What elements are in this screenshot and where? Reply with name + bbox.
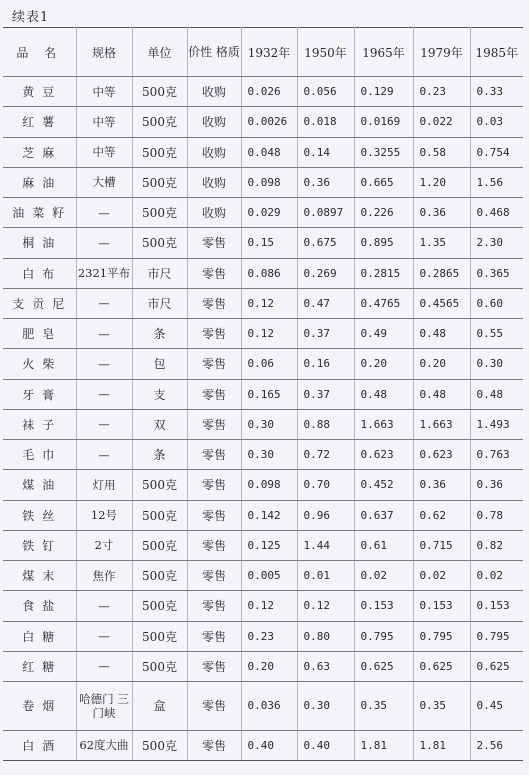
price-1985: 0.625 (470, 651, 523, 681)
price-1950: 0.63 (297, 651, 354, 681)
item-unit: 条 (132, 319, 187, 349)
price-1985: 0.36 (470, 470, 523, 500)
table-row (3, 730, 523, 760)
item-spec: — (76, 621, 132, 651)
item-price-type: 收购 (187, 198, 241, 228)
price-1932: 0.125 (241, 530, 297, 560)
item-unit: 500克 (132, 77, 187, 107)
item-price-type: 收购 (187, 107, 241, 137)
item-unit: 500克 (132, 530, 187, 560)
item-spec: 12号 (76, 500, 132, 530)
price-1965: 0.4765 (354, 288, 413, 318)
item-name: 卷烟 (3, 682, 76, 731)
price-1985: 1.493 (470, 409, 523, 439)
item-name: 牙膏 (3, 379, 76, 409)
item-spec: 2321平布 (76, 258, 132, 288)
item-price-type: 收购 (187, 137, 241, 167)
table-row (3, 107, 523, 137)
price-1985: 2.56 (470, 730, 523, 760)
price-table (3, 27, 523, 761)
item-name: 白酒 (3, 730, 76, 760)
item-unit: 500克 (132, 198, 187, 228)
table-row (3, 621, 523, 651)
price-1979: 0.625 (413, 651, 470, 681)
item-price-type: 零售 (187, 258, 241, 288)
table-body (3, 77, 523, 761)
item-name: 食盐 (3, 591, 76, 621)
price-1985: 0.33 (470, 77, 523, 107)
item-unit: 市尺 (132, 288, 187, 318)
price-1979: 0.36 (413, 470, 470, 500)
table-row (3, 470, 523, 500)
price-1932: 0.142 (241, 500, 297, 530)
item-spec: — (76, 319, 132, 349)
price-1965: 0.129 (354, 77, 413, 107)
price-1985: 0.30 (470, 349, 523, 379)
price-1979: 0.02 (413, 561, 470, 591)
item-price-type: 收购 (187, 167, 241, 197)
table-row (3, 258, 523, 288)
price-1965: 0.625 (354, 651, 413, 681)
price-1950: 0.0897 (297, 198, 354, 228)
price-1965: 0.153 (354, 591, 413, 621)
header-row (3, 28, 523, 77)
price-1965: 0.895 (354, 228, 413, 258)
table-row (3, 349, 523, 379)
price-1932: 0.098 (241, 167, 297, 197)
item-name: 红薯 (3, 107, 76, 137)
item-unit: 盒 (132, 682, 187, 731)
item-unit: 支 (132, 379, 187, 409)
item-unit: 500克 (132, 500, 187, 530)
table-row (3, 137, 523, 167)
price-1932: 0.12 (241, 288, 297, 318)
item-spec: — (76, 409, 132, 439)
price-1979: 0.623 (413, 440, 470, 470)
item-spec: 62度大曲 (76, 730, 132, 760)
price-1985: 2.30 (470, 228, 523, 258)
price-1965: 0.48 (354, 379, 413, 409)
price-1965: 0.20 (354, 349, 413, 379)
table-header (3, 28, 523, 77)
header-1979: 1979年 (413, 28, 470, 77)
price-1950: 0.40 (297, 730, 354, 760)
price-1932: 0.30 (241, 409, 297, 439)
item-spec: 灯用 (76, 470, 132, 500)
item-unit: 500克 (132, 561, 187, 591)
item-spec: 2寸 (76, 530, 132, 560)
price-1985: 0.78 (470, 500, 523, 530)
price-1965: 1.663 (354, 409, 413, 439)
price-1985: 0.55 (470, 319, 523, 349)
price-1965: 0.61 (354, 530, 413, 560)
price-1950: 0.30 (297, 682, 354, 731)
item-unit: 500克 (132, 591, 187, 621)
item-price-type: 零售 (187, 730, 241, 760)
item-unit: 500克 (132, 651, 187, 681)
price-1979: 0.23 (413, 77, 470, 107)
item-spec: — (76, 349, 132, 379)
price-1950: 0.36 (297, 167, 354, 197)
price-1932: 0.086 (241, 258, 297, 288)
item-unit: 500克 (132, 167, 187, 197)
table-row (3, 530, 523, 560)
price-1979: 1.20 (413, 167, 470, 197)
price-1979: 0.4565 (413, 288, 470, 318)
price-1965: 0.0169 (354, 107, 413, 137)
price-1979: 0.48 (413, 379, 470, 409)
price-1979: 1.81 (413, 730, 470, 760)
price-1979: 0.153 (413, 591, 470, 621)
item-unit: 500克 (132, 621, 187, 651)
price-1979: 0.2865 (413, 258, 470, 288)
item-spec: 哈德门 三门峡 (76, 682, 132, 731)
item-unit: 500克 (132, 137, 187, 167)
price-1985: 0.795 (470, 621, 523, 651)
item-unit: 包 (132, 349, 187, 379)
price-1932: 0.0026 (241, 107, 297, 137)
item-spec: — (76, 591, 132, 621)
item-price-type: 零售 (187, 682, 241, 731)
price-1965: 0.49 (354, 319, 413, 349)
item-price-type: 零售 (187, 470, 241, 500)
item-spec: 大槽 (76, 167, 132, 197)
item-spec: 焦作 (76, 561, 132, 591)
item-price-type: 收购 (187, 77, 241, 107)
price-1979: 0.58 (413, 137, 470, 167)
item-price-type: 零售 (187, 561, 241, 591)
item-price-type: 零售 (187, 500, 241, 530)
table-caption: 续表1 (12, 10, 50, 25)
item-price-type: 零售 (187, 621, 241, 651)
price-1932: 0.12 (241, 591, 297, 621)
price-1932: 0.23 (241, 621, 297, 651)
price-1985: 0.03 (470, 107, 523, 137)
price-1965: 0.452 (354, 470, 413, 500)
price-1979: 1.663 (413, 409, 470, 439)
item-price-type: 零售 (187, 228, 241, 258)
item-price-type: 零售 (187, 288, 241, 318)
price-1950: 0.80 (297, 621, 354, 651)
price-1985: 0.45 (470, 682, 523, 731)
price-1985: 0.60 (470, 288, 523, 318)
price-1932: 0.036 (241, 682, 297, 731)
item-spec: — (76, 651, 132, 681)
item-unit: 条 (132, 440, 187, 470)
item-name: 黄豆 (3, 77, 76, 107)
header-1965: 1965年 (354, 28, 413, 77)
table-row (3, 409, 523, 439)
item-name: 火柴 (3, 349, 76, 379)
table-row (3, 228, 523, 258)
item-unit: 500克 (132, 470, 187, 500)
header-1932: 1932年 (241, 28, 297, 77)
item-spec: 中等 (76, 107, 132, 137)
table-row (3, 198, 523, 228)
item-price-type: 零售 (187, 319, 241, 349)
item-unit: 双 (132, 409, 187, 439)
price-1965: 0.795 (354, 621, 413, 651)
price-1950: 0.88 (297, 409, 354, 439)
item-name: 煤油 (3, 470, 76, 500)
item-name: 支贡尼 (3, 288, 76, 318)
price-1950: 0.01 (297, 561, 354, 591)
price-1950: 0.96 (297, 500, 354, 530)
table-row (3, 591, 523, 621)
header-unit: 单位 (132, 28, 187, 77)
price-1979: 0.022 (413, 107, 470, 137)
table-row (3, 440, 523, 470)
price-1950: 0.37 (297, 379, 354, 409)
table-row (3, 561, 523, 591)
table-row (3, 682, 523, 731)
item-price-type: 零售 (187, 530, 241, 560)
price-1985: 0.48 (470, 379, 523, 409)
price-1932: 0.40 (241, 730, 297, 760)
price-1985: 0.82 (470, 530, 523, 560)
price-1985: 0.468 (470, 198, 523, 228)
price-1950: 0.47 (297, 288, 354, 318)
price-1932: 0.005 (241, 561, 297, 591)
price-1965: 0.637 (354, 500, 413, 530)
item-name: 桐油 (3, 228, 76, 258)
price-1932: 0.15 (241, 228, 297, 258)
table-row (3, 500, 523, 530)
price-1932: 0.165 (241, 379, 297, 409)
price-1985: 0.365 (470, 258, 523, 288)
item-spec: — (76, 228, 132, 258)
price-1965: 0.665 (354, 167, 413, 197)
table-row (3, 319, 523, 349)
item-name: 麻油 (3, 167, 76, 197)
item-unit: 500克 (132, 730, 187, 760)
header-1950: 1950年 (297, 28, 354, 77)
price-1932: 0.20 (241, 651, 297, 681)
item-name: 红糖 (3, 651, 76, 681)
item-name: 白糖 (3, 621, 76, 651)
item-spec: — (76, 288, 132, 318)
item-name: 铁钉 (3, 530, 76, 560)
price-1965: 0.226 (354, 198, 413, 228)
price-1950: 0.675 (297, 228, 354, 258)
price-1979: 0.715 (413, 530, 470, 560)
price-1965: 0.623 (354, 440, 413, 470)
price-1965: 0.2815 (354, 258, 413, 288)
item-name: 煤末 (3, 561, 76, 591)
price-1950: 0.16 (297, 349, 354, 379)
item-spec: 中等 (76, 77, 132, 107)
table-row (3, 288, 523, 318)
price-1932: 0.026 (241, 77, 297, 107)
price-1950: 0.14 (297, 137, 354, 167)
item-price-type: 零售 (187, 651, 241, 681)
price-1965: 0.3255 (354, 137, 413, 167)
item-name: 油菜籽 (3, 198, 76, 228)
price-1965: 0.35 (354, 682, 413, 731)
price-1932: 0.12 (241, 319, 297, 349)
item-name: 白布 (3, 258, 76, 288)
item-price-type: 零售 (187, 349, 241, 379)
item-spec: — (76, 198, 132, 228)
price-1965: 0.02 (354, 561, 413, 591)
price-1950: 0.056 (297, 77, 354, 107)
price-1965: 1.81 (354, 730, 413, 760)
header-price-type: 价性 格质 (187, 28, 241, 77)
item-unit: 500克 (132, 107, 187, 137)
price-1985: 0.763 (470, 440, 523, 470)
item-price-type: 零售 (187, 440, 241, 470)
item-spec: — (76, 440, 132, 470)
item-spec: — (76, 379, 132, 409)
item-price-type: 零售 (187, 409, 241, 439)
price-1979: 0.35 (413, 682, 470, 731)
price-1979: 0.20 (413, 349, 470, 379)
item-name: 肥皂 (3, 319, 76, 349)
price-1950: 0.70 (297, 470, 354, 500)
item-name: 铁丝 (3, 500, 76, 530)
price-1932: 0.048 (241, 137, 297, 167)
item-name: 毛巾 (3, 440, 76, 470)
table-row (3, 77, 523, 107)
item-name: 袜子 (3, 409, 76, 439)
price-1950: 0.37 (297, 319, 354, 349)
table-row (3, 379, 523, 409)
price-1979: 0.36 (413, 198, 470, 228)
header-1985: 1985年 (470, 28, 523, 77)
price-1950: 0.72 (297, 440, 354, 470)
price-1985: 0.754 (470, 137, 523, 167)
price-1932: 0.029 (241, 198, 297, 228)
price-1985: 1.56 (470, 167, 523, 197)
price-1950: 0.018 (297, 107, 354, 137)
price-1979: 0.62 (413, 500, 470, 530)
price-1985: 0.153 (470, 591, 523, 621)
table-row (3, 651, 523, 681)
price-1979: 0.795 (413, 621, 470, 651)
price-1950: 1.44 (297, 530, 354, 560)
item-spec: 中等 (76, 137, 132, 167)
price-1950: 0.269 (297, 258, 354, 288)
price-1932: 0.06 (241, 349, 297, 379)
price-1979: 1.35 (413, 228, 470, 258)
header-spec: 规格 (76, 28, 132, 77)
price-1932: 0.30 (241, 440, 297, 470)
price-1985: 0.02 (470, 561, 523, 591)
header-name: 品 名 (3, 28, 76, 77)
table-row (3, 167, 523, 197)
item-price-type: 零售 (187, 591, 241, 621)
item-unit: 市尺 (132, 258, 187, 288)
item-name: 芝麻 (3, 137, 76, 167)
price-1950: 0.12 (297, 591, 354, 621)
price-1932: 0.098 (241, 470, 297, 500)
item-unit: 500克 (132, 228, 187, 258)
item-price-type: 零售 (187, 379, 241, 409)
price-1979: 0.48 (413, 319, 470, 349)
